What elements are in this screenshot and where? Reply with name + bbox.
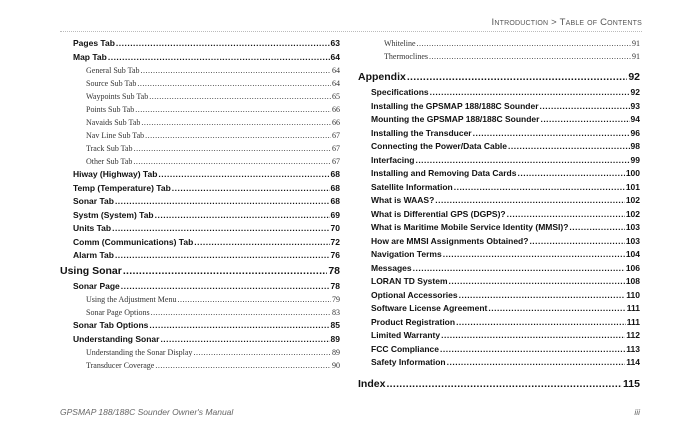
toc-leader-dots: [112, 222, 329, 236]
toc-section-entry[interactable]: [60, 280, 340, 294]
toc-entry-page: 67: [332, 131, 340, 140]
toc-subsection-entry[interactable]: [60, 155, 340, 168]
toc-section-entry[interactable]: [358, 302, 640, 316]
toc-entry-title: What is WAAS?: [371, 195, 435, 205]
toc-entry-page: 112: [626, 330, 640, 340]
toc-entry-title: What is Maritime Mobile Service Identity (MMSI)?: [371, 222, 569, 232]
toc-entry-page: 65: [332, 92, 340, 101]
toc-section-entry[interactable]: [358, 140, 640, 154]
toc-leader-dots: [151, 306, 331, 319]
toc-subsection-entry[interactable]: [60, 116, 340, 129]
toc-entry-title: Whiteline: [384, 39, 416, 48]
toc-entry-page: 100: [625, 168, 640, 178]
toc-entry-title: Source Sub Tab: [86, 79, 137, 88]
toc-entry-title: Temp (Temperature) Tab: [73, 182, 171, 193]
toc-entry-page: 110: [626, 289, 640, 300]
toc-leader-dots: [435, 194, 625, 208]
toc-entry-page: 102: [625, 195, 640, 205]
toc-entry-page: 103: [625, 235, 640, 246]
toc-entry-title: Product Registration: [371, 316, 456, 327]
toc-entry-title: Using Sonar: [60, 264, 122, 277]
toc-leader-dots: [172, 182, 330, 196]
toc-leader-dots: [507, 208, 625, 222]
toc-entry-title: What is Differential GPS (DGPS)?: [371, 208, 506, 219]
toc-entry-page: 89: [332, 348, 340, 357]
toc-entry-page: 68: [330, 182, 340, 193]
toc-leader-dots: [123, 263, 327, 280]
toc-entry-title: Sonar Tab: [73, 196, 114, 206]
toc-leader-dots: [413, 262, 625, 276]
toc-entry-page: 115: [623, 377, 640, 390]
toc-section-entry[interactable]: [358, 113, 640, 127]
toc-subsection-entry[interactable]: [60, 306, 340, 319]
toc-leader-dots: [155, 359, 331, 372]
toc-entry-page: 103: [625, 222, 640, 232]
toc-leader-dots: [141, 116, 331, 129]
toc-entry-title: Systm (System) Tab: [73, 209, 154, 220]
footer-manual-title: GPSMAP 188/188C Sounder Owner's Manual: [60, 407, 234, 417]
toc-entry-page: 114: [626, 357, 640, 367]
toc-entry-title: How are MMSI Assignments Obtained?: [371, 235, 529, 246]
toc-entry-page: 94: [630, 114, 640, 124]
toc-entry-page: 101: [625, 181, 640, 192]
toc-entry-page: 99: [630, 154, 640, 165]
toc-leader-dots: [488, 302, 625, 316]
toc-section-entry[interactable]: [358, 194, 640, 208]
toc-entry-title: Units Tab: [73, 223, 112, 233]
toc-entry-title: Limited Warranty: [371, 330, 441, 340]
toc-entry-title: Understanding Sonar: [73, 333, 160, 344]
toc-leader-dots: [456, 316, 626, 330]
toc-entry-page: 76: [330, 250, 340, 260]
toc-entry-page: 108: [625, 276, 640, 286]
toc-leader-dots: [115, 249, 330, 263]
toc-leader-dots: [529, 235, 624, 249]
toc-entry-page: 98: [630, 141, 640, 151]
toc-entry-title: Navaids Sub Tab: [86, 118, 141, 127]
toc-section-entry[interactable]: [358, 235, 640, 249]
toc-leader-dots: [449, 275, 625, 289]
toc-entry-title: Sonar Page: [73, 280, 120, 291]
toc-leader-dots: [194, 236, 329, 250]
toc-entry-page: 79: [332, 295, 340, 304]
toc-entry-page: 113: [626, 343, 640, 354]
toc-leader-dots: [454, 181, 625, 195]
toc-section-entry[interactable]: [358, 248, 640, 262]
toc-entry-title: Specifications: [371, 87, 429, 97]
toc-section-entry[interactable]: [358, 329, 640, 343]
toc-leader-dots: [386, 376, 622, 393]
toc-entry-page: 68: [330, 196, 340, 206]
toc-entry-title: Pages Tab: [73, 38, 115, 48]
toc-section-entry[interactable]: [60, 333, 340, 347]
toc-entry-page: 64: [332, 66, 340, 75]
toc-chapter-entry[interactable]: [60, 263, 340, 280]
toc-entry-page: 90: [332, 361, 340, 370]
toc-entry-title: Optional Accessories: [371, 289, 458, 300]
toc-section-entry[interactable]: [358, 262, 640, 276]
toc-entry-title: Points Sub Tab: [86, 105, 135, 114]
toc-subsection-entry[interactable]: [60, 293, 340, 306]
toc-section-entry[interactable]: [60, 222, 340, 236]
toc-entry-page: 67: [332, 157, 340, 166]
toc-entry-title: Waypoints Sub Tab: [86, 92, 149, 101]
toc-entry-page: 78: [328, 264, 340, 277]
toc-entry-title: Installing and Removing Data Cards: [371, 168, 517, 178]
header-rule: [60, 31, 642, 32]
header-section: Introduction: [491, 17, 549, 28]
toc-entry-page: 92: [630, 87, 640, 97]
toc-leader-dots: [149, 90, 331, 103]
toc-section-entry[interactable]: [358, 86, 640, 100]
toc-leader-dots: [193, 346, 331, 359]
toc-section-entry[interactable]: [60, 249, 340, 263]
toc-entry-title: Nav Line Sub Tab: [86, 131, 145, 140]
toc-entry-page: 72: [330, 236, 340, 247]
toc-entry-title: General Sub Tab: [86, 66, 140, 75]
toc-entry-title: Sonar Tab Options: [73, 320, 149, 330]
toc-entry-title: Mounting the GPSMAP 188/188C Sounder: [371, 114, 540, 124]
toc-leader-dots: [155, 209, 330, 223]
toc-section-entry[interactable]: [358, 221, 640, 235]
toc-entry-title: Safety Information: [371, 357, 446, 367]
toc-leader-dots: [429, 50, 631, 63]
toc-leader-dots: [440, 343, 625, 357]
toc-entry-page: 106: [625, 262, 640, 273]
toc-leader-dots: [158, 168, 329, 182]
toc-leader-dots: [441, 329, 625, 343]
toc-entry-page: 70: [330, 223, 340, 233]
toc-leader-dots: [137, 77, 331, 90]
toc-section-entry[interactable]: [60, 182, 340, 196]
toc-section-entry[interactable]: [358, 100, 640, 114]
running-header: [492, 17, 642, 28]
toc-entry-page: 83: [332, 308, 340, 317]
toc-entry-page: 66: [332, 118, 340, 127]
toc-leader-dots: [540, 100, 630, 114]
toc-leader-dots: [116, 37, 330, 51]
toc-entry-page: 85: [330, 320, 340, 330]
toc-section-entry[interactable]: [358, 343, 640, 357]
toc-entry-title: Comm (Communications) Tab: [73, 236, 194, 247]
toc-entry-page: 91: [632, 52, 640, 61]
toc-leader-dots: [149, 319, 329, 333]
toc-entry-page: 66: [332, 105, 340, 114]
toc-subsection-entry[interactable]: [60, 77, 340, 90]
toc-entry-page: 102: [625, 208, 640, 219]
toc-entry-page: 69: [330, 209, 340, 220]
toc-leader-dots: [135, 103, 331, 116]
toc-entry-title: FCC Compliance: [371, 343, 440, 354]
toc-section-entry[interactable]: [358, 208, 640, 222]
toc-leader-dots: [145, 129, 331, 142]
toc-entry-title: Track Sub Tab: [86, 144, 133, 153]
toc-leader-dots: [517, 167, 624, 181]
toc-section-entry[interactable]: [60, 209, 340, 223]
toc-entry-page: 111: [626, 316, 640, 327]
toc-section-entry[interactable]: [358, 356, 640, 370]
toc-section-entry[interactable]: [60, 51, 340, 65]
toc-entry-title: Index: [358, 377, 386, 390]
toc-entry-title: Understanding the Sonar Display: [86, 348, 193, 357]
toc-section-entry[interactable]: [358, 167, 640, 181]
toc-leader-dots: [430, 86, 630, 100]
toc-subsection-entry[interactable]: [60, 103, 340, 116]
toc-subsection-entry[interactable]: [60, 359, 340, 372]
toc-section-entry[interactable]: [60, 195, 340, 209]
toc-entry-title: Sonar Page Options: [86, 308, 150, 317]
toc-entry-title: Installing the Transducer: [371, 127, 472, 138]
toc-section-entry[interactable]: [60, 319, 340, 333]
toc-subsection-entry[interactable]: [358, 50, 640, 63]
toc-entry-page: 92: [628, 71, 640, 83]
toc-left-column: [60, 37, 340, 372]
toc-leader-dots: [540, 113, 629, 127]
toc-chapter-entry[interactable]: [358, 69, 640, 86]
toc-leader-dots: [569, 221, 624, 235]
toc-entry-title: Messages: [371, 262, 412, 273]
toc-subsection-entry[interactable]: [60, 129, 340, 142]
toc-entry-page: 96: [630, 127, 640, 138]
toc-section-entry[interactable]: [358, 316, 640, 330]
header-title: Table of Contents: [559, 17, 642, 28]
toc-section-entry[interactable]: [60, 236, 340, 250]
toc-entry-title: Other Sub Tab: [86, 157, 133, 166]
toc-right-column: [358, 37, 640, 393]
toc-entry-page: 111: [626, 303, 640, 313]
toc-leader-dots: [115, 195, 330, 209]
toc-entry-page: 93: [630, 100, 640, 111]
toc-entry-page: 63: [330, 38, 340, 48]
toc-leader-dots: [417, 37, 631, 50]
toc-entry-title: Installing the GPSMAP 188/188C Sounder: [371, 100, 539, 111]
toc-entry-title: Software License Agreement: [371, 303, 488, 313]
toc-subsection-entry[interactable]: [60, 90, 340, 103]
toc-entry-page: 67: [332, 144, 340, 153]
toc-entry-title: Map Tab: [73, 51, 107, 62]
toc-section-entry[interactable]: [358, 181, 640, 195]
toc-entry-title: Navigation Terms: [371, 249, 442, 259]
toc-entry-title: Thermoclines: [384, 52, 428, 61]
toc-subsection-entry[interactable]: [60, 64, 340, 77]
toc-subsection-entry[interactable]: [60, 346, 340, 359]
toc-leader-dots: [443, 248, 625, 262]
toc-section-entry[interactable]: [60, 168, 340, 182]
toc-entry-page: 91: [632, 39, 640, 48]
toc-subsection-entry[interactable]: [358, 37, 640, 50]
toc-entry-title: Connecting the Power/Data Cable: [371, 141, 508, 151]
toc-entry-title: Satellite Information: [371, 181, 453, 192]
toc-leader-dots: [415, 154, 629, 168]
toc-leader-dots: [108, 51, 330, 65]
toc-leader-dots: [459, 289, 626, 303]
toc-section-entry[interactable]: [358, 154, 640, 168]
toc-leader-dots: [407, 69, 627, 86]
toc-leader-dots: [121, 280, 330, 294]
toc-entry-page: 89: [330, 333, 340, 344]
toc-leader-dots: [508, 140, 630, 154]
toc-leader-dots: [177, 293, 331, 306]
toc-entry-title: LORAN TD System: [371, 276, 448, 286]
toc-subsection-entry[interactable]: [60, 142, 340, 155]
toc-leader-dots: [160, 333, 329, 347]
toc-entry-title: Hiway (Highway) Tab: [73, 169, 158, 179]
toc-section-entry[interactable]: [60, 37, 340, 51]
toc-chapter-entry[interactable]: [358, 376, 640, 393]
toc-entry-page: 64: [332, 79, 340, 88]
toc-entry-title: Appendix: [358, 71, 406, 83]
toc-leader-dots: [141, 64, 332, 77]
toc-leader-dots: [447, 356, 626, 370]
toc-section-entry[interactable]: [358, 127, 640, 141]
toc-leader-dots: [134, 142, 331, 155]
toc-entry-page: 104: [625, 249, 640, 259]
toc-entry-page: 78: [330, 280, 340, 291]
toc-entry-title: Using the Adjustment Menu: [86, 295, 177, 304]
toc-section-entry[interactable]: [358, 275, 640, 289]
toc-entry-title: Alarm Tab: [73, 250, 114, 260]
footer-page-number: iii: [634, 407, 640, 417]
toc-entry-title: Interfacing: [371, 154, 415, 165]
toc-section-entry[interactable]: [358, 289, 640, 303]
toc-leader-dots: [133, 155, 331, 168]
toc-entry-page: 68: [330, 169, 340, 179]
header-separator: >: [551, 17, 557, 28]
toc-leader-dots: [473, 127, 630, 141]
toc-entry-page: 64: [330, 51, 340, 62]
toc-entry-title: Transducer Coverage: [86, 361, 155, 370]
